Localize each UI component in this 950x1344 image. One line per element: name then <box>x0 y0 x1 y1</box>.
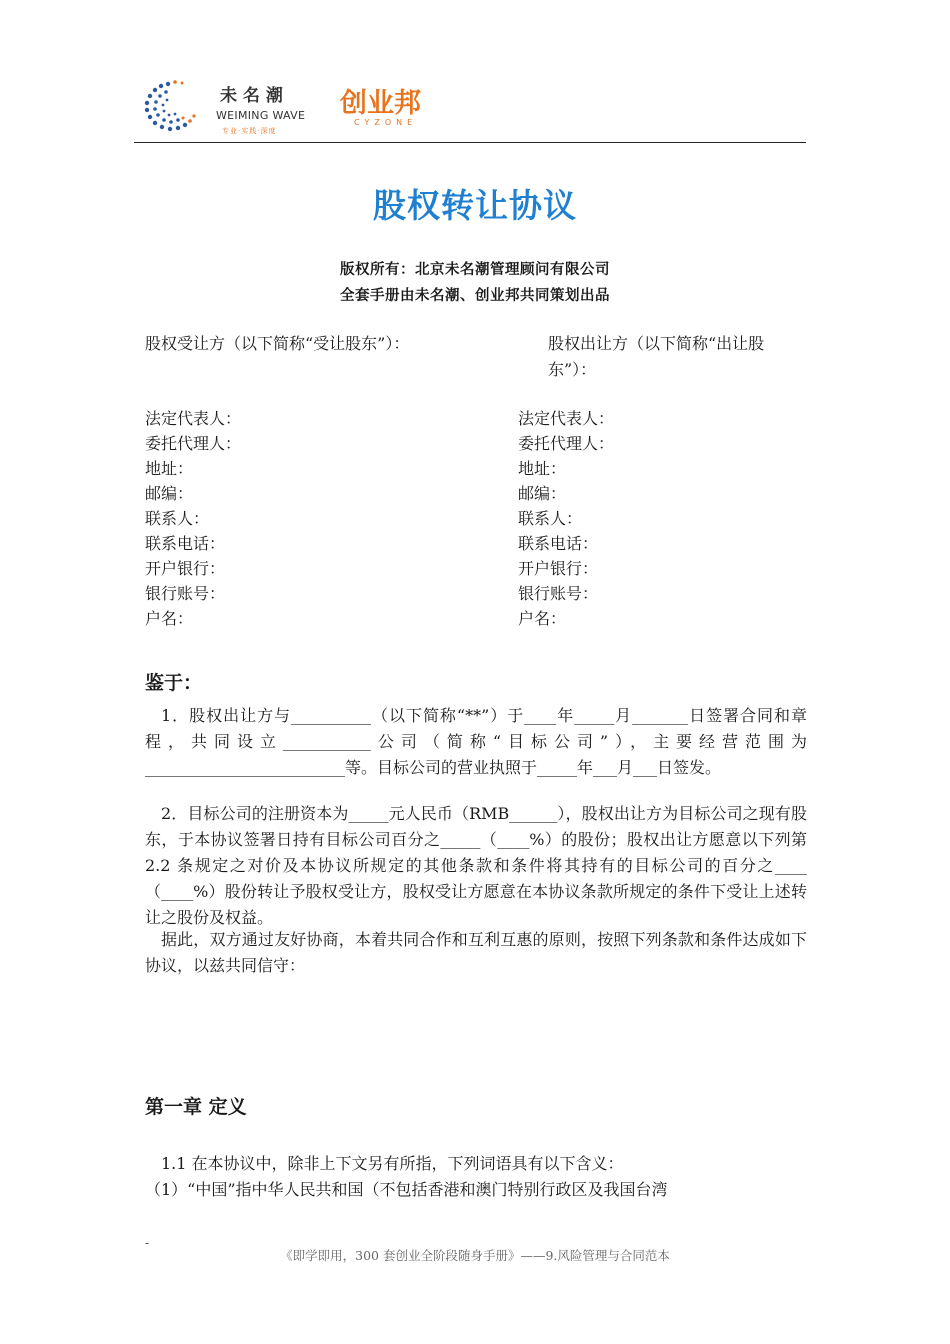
document-title: 股权转让协议 <box>373 186 577 225</box>
whereas-paragraph-2: 2．目标公司的注册资本为_____元人民币（RMB______），股权出让方为目标公司之现有股东，于本协议签署日持有目标公司百分之_____（____%）的股份；股权出让方愿意以下列第 2.2 条规定之对价及本协议所规定的其他条款和条件将其持有的目标公司的百分之____（____%）股份转让予股权受让方，股权受让方愿意在本协议条款所规定的条件下受让上述转让之股份及权益。 <box>145 804 807 927</box>
field-label: 法定代表人： <box>145 409 242 428</box>
whereas-paragraph-3: 据此，双方通过友好协商，本着共同合作和互利互惠的原则，按照下列条款和条件达成如下协议，以兹共同信守： <box>145 930 807 975</box>
field-label: 邮编： <box>518 484 567 503</box>
field-label: 地址： <box>145 459 194 478</box>
field-label: 联系电话： <box>518 534 599 553</box>
whereas-paragraph-1: 1．股权出让方与__________（以下简称“**”）于____年_____月_______日签署合同和章程，共同设立___________公司（简称“目标公司”），主要经营范围为_________________________等。目标公司的营业执照于_____年___月___日签发。 <box>145 706 807 777</box>
clause-1-1: 1.1 在本协议中，除非上下文另有所指，下列词语具有以下含义： <box>161 1154 624 1173</box>
field-label: 银行账号： <box>518 584 599 603</box>
field-label: 银行账号： <box>145 584 226 603</box>
field-label: 开户银行： <box>145 559 226 578</box>
weiming-wave-logo <box>138 74 316 138</box>
svg-text:专业·实践·深度: 专业·实践·深度 <box>222 127 277 135</box>
field-label: 开户银行： <box>518 559 599 578</box>
header-divider <box>134 142 806 143</box>
clause-1-1-item-1: （1）“中国”指中华人民共和国（不包括香港和澳门特别行政区及我国台湾 <box>145 1180 668 1199</box>
buyer-fields <box>145 406 475 631</box>
field-label: 户名： <box>518 609 567 628</box>
field-label: 地址： <box>518 459 567 478</box>
wave-swirl-icon <box>138 74 316 138</box>
whereas-heading: 鉴于： <box>145 672 203 694</box>
field-label: 联系人： <box>518 509 583 528</box>
svg-text:创业邦: 创业邦 <box>340 88 421 119</box>
field-label: 邮编： <box>145 484 194 503</box>
svg-text:未 名 潮: 未 名 潮 <box>220 86 283 106</box>
field-label: 联系电话： <box>145 534 226 553</box>
cyzone-logo <box>338 82 432 132</box>
field-label: 联系人： <box>145 509 210 528</box>
field-label: 委托代理人： <box>518 434 615 453</box>
field-label: 委托代理人： <box>145 434 242 453</box>
svg-text:WEIMING WAVE: WEIMING WAVE <box>216 109 306 122</box>
chapter-1-heading: 第一章 定义 <box>145 1096 247 1118</box>
cyzone-wordmark-icon <box>338 82 432 132</box>
footer-text: 《即学即用，300 套创业全阶段随身手册》——9.风险管理与合同范本 <box>280 1248 670 1263</box>
series-note: 全套手册由未名潮、创业邦共同策划出品 <box>340 287 610 304</box>
field-label: 法定代表人： <box>518 409 615 428</box>
footer-mark: - <box>145 1236 150 1250</box>
svg-text:CYZONE: CYZONE <box>354 118 418 127</box>
copyright-line: 版权所有：北京未名潮管理顾问有限公司 <box>340 261 610 278</box>
seller-fields <box>518 406 808 631</box>
seller-party-label: 股权出让方（以下简称“出让股东”）： <box>548 334 765 379</box>
field-label: 户名： <box>145 609 194 628</box>
buyer-party-label: 股权受让方（以下简称“受让股东”）： <box>145 334 410 353</box>
